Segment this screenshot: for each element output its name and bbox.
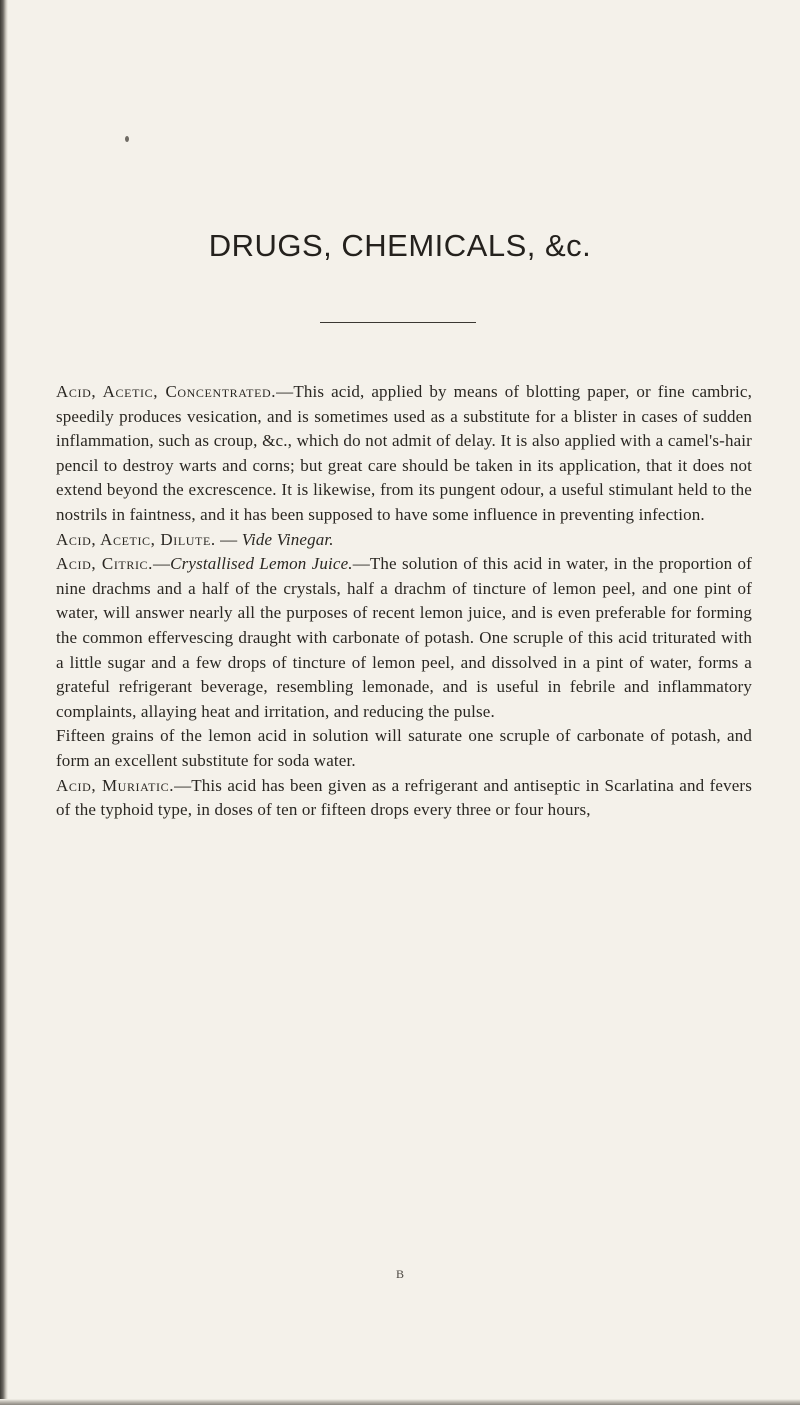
title-rule <box>320 322 476 323</box>
entry-body: —This acid has been given as a refrigerant and antiseptic in Scarlatina and fevers of the typhoid type, in doses of ten or fifteen drops every three or four hours, <box>56 775 752 820</box>
page-binding-edge <box>0 0 8 1405</box>
entry-body: —The solution of this acid in water, in the proportion of nine drachms and a half of the crystals, half a drachm of tincture of lemon peel, and one pint of water, will answer nearly all the purposes of recent lemon juice, and is even preferable for forming the common effervescing draught with carbonate of potash. One scruple of this acid triturated with a little sugar and a few drops of tincture of lemon peel, and dissolved in a pint of water, forms a grateful refrigerant beverage, resembling lemonade, and is useful in febrile and inflammatory complaints, allaying heat and irritation, and reducing the pulse. <box>56 554 752 721</box>
article-body <box>56 380 752 823</box>
entry-head: Acid, Acetic, Concentrated. <box>56 382 277 401</box>
entry-acetic-dilute: Acid, Acetic, Dilute. — Vide Vinegar. <box>56 529 334 549</box>
entry-head: Acid, Acetic, Dilute. <box>56 529 216 549</box>
entry-head: Acid, Muriatic. <box>56 775 175 795</box>
entry-body: Fifteen grains of the lemon acid in solution will saturate one scruple of carbonate of potash, and form an excellent substitute for soda water. <box>56 726 752 770</box>
entry-cross-reference: Vide Vinegar. <box>241 529 334 549</box>
entry-acetic-concentrated <box>56 380 752 528</box>
entry-subtitle: Crystallised Lemon Juice. <box>170 554 353 574</box>
ink-speck <box>125 136 129 142</box>
printer-signature-mark: B <box>395 1267 404 1281</box>
entry-body: —This acid, applied by means of blotting paper, or fine cambric, speedily produces vesication, and is sometimes used as a substitute for a blister in cases of sudden inflammation, such as croup, &c., which do not admit of delay. It is also applied with a camel's-hair pencil to destroy warts and corns; but great care should be taken in its application, that it does not extend beyond the excrescence. It is likewise, from its pungent odour, a useful stimulant held to the nostrils in faintness, and it has been supposed to have some influence in preventing infection. <box>56 382 752 524</box>
entry-head: Acid, Citric. <box>56 554 154 574</box>
entry-citric: Acid, Citric.—Crystallised Lemon Juice.—The solution of this acid in water, in the proportion of nine drachms and a half of the crystals, half a drachm of tincture of lemon peel, and one pint of water, will answer nearly all the purposes of recent lemon juice, and is even preferable for forming the common effervescing draught with carbonate of potash. One scruple of this acid triturated with a little sugar and a few drops of tincture of lemon peel, and dissolved in a pint of water, forms a grateful refrigerant beverage, resembling lemonade, and is useful in febrile and inflammatory complaints, allaying heat and irritation, and reducing the pulse. <box>56 554 752 721</box>
page-bottom-edge <box>0 1399 800 1405</box>
page-title: DRUGS, CHEMICALS, &c. <box>208 228 592 263</box>
entry-citric-continued <box>56 724 752 773</box>
entry-muriatic <box>56 774 752 823</box>
